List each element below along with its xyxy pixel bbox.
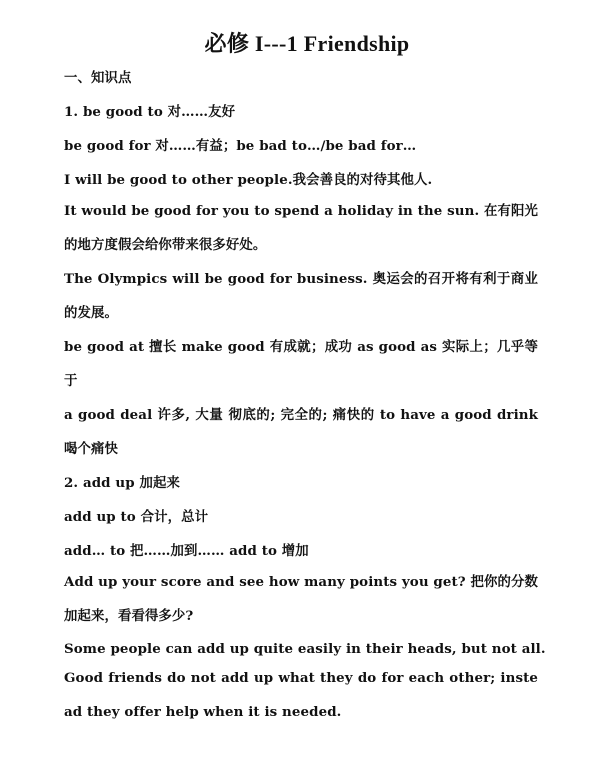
text-line: be good at 擅长 make good 有成就；成功 as good as 实际上；几乎等于 — [64, 339, 538, 389]
text-line: be good for 对……有益；be bad to…/be bad for… — [64, 138, 417, 154]
page-title: 必修 I---1 Friendship — [204, 31, 410, 56]
item-heading-be-good-to: 1. be good to 对……友好 — [64, 104, 236, 120]
example-sentence: The Olympics will be good for business. 奥运会的召开将有利于商业的发展。 — [64, 271, 538, 321]
text-line: a good deal 许多, 大量 彻底的; 完全的; 痛快的 to have a good drink 喝个痛快 — [64, 407, 538, 457]
example-sentence: Add up your score and see how many points you get? 把你的分数加起来，看看得多少? — [64, 574, 538, 624]
example-sentence: Some people can add up quite easily in their heads, but not all. — [64, 641, 546, 657]
example-sentence: Good friends do not add up what they do for each other; instead they offer help when it is needed. — [64, 670, 538, 720]
text-line: add… to 把……加到…… add to 增加 — [64, 543, 309, 559]
example-sentence: I will be good to other people.我会善良的对待其他人. — [64, 172, 433, 188]
example-sentence: It would be good for you to spend a holiday in the sun. 在有阳光的地方度假会给你带来很多好处。 — [64, 203, 538, 253]
text-line: add up to 合计，总计 — [64, 509, 209, 525]
item-heading-add-up: 2. add up 加起来 — [64, 475, 180, 491]
section-heading: 一、知识点 — [64, 70, 132, 86]
